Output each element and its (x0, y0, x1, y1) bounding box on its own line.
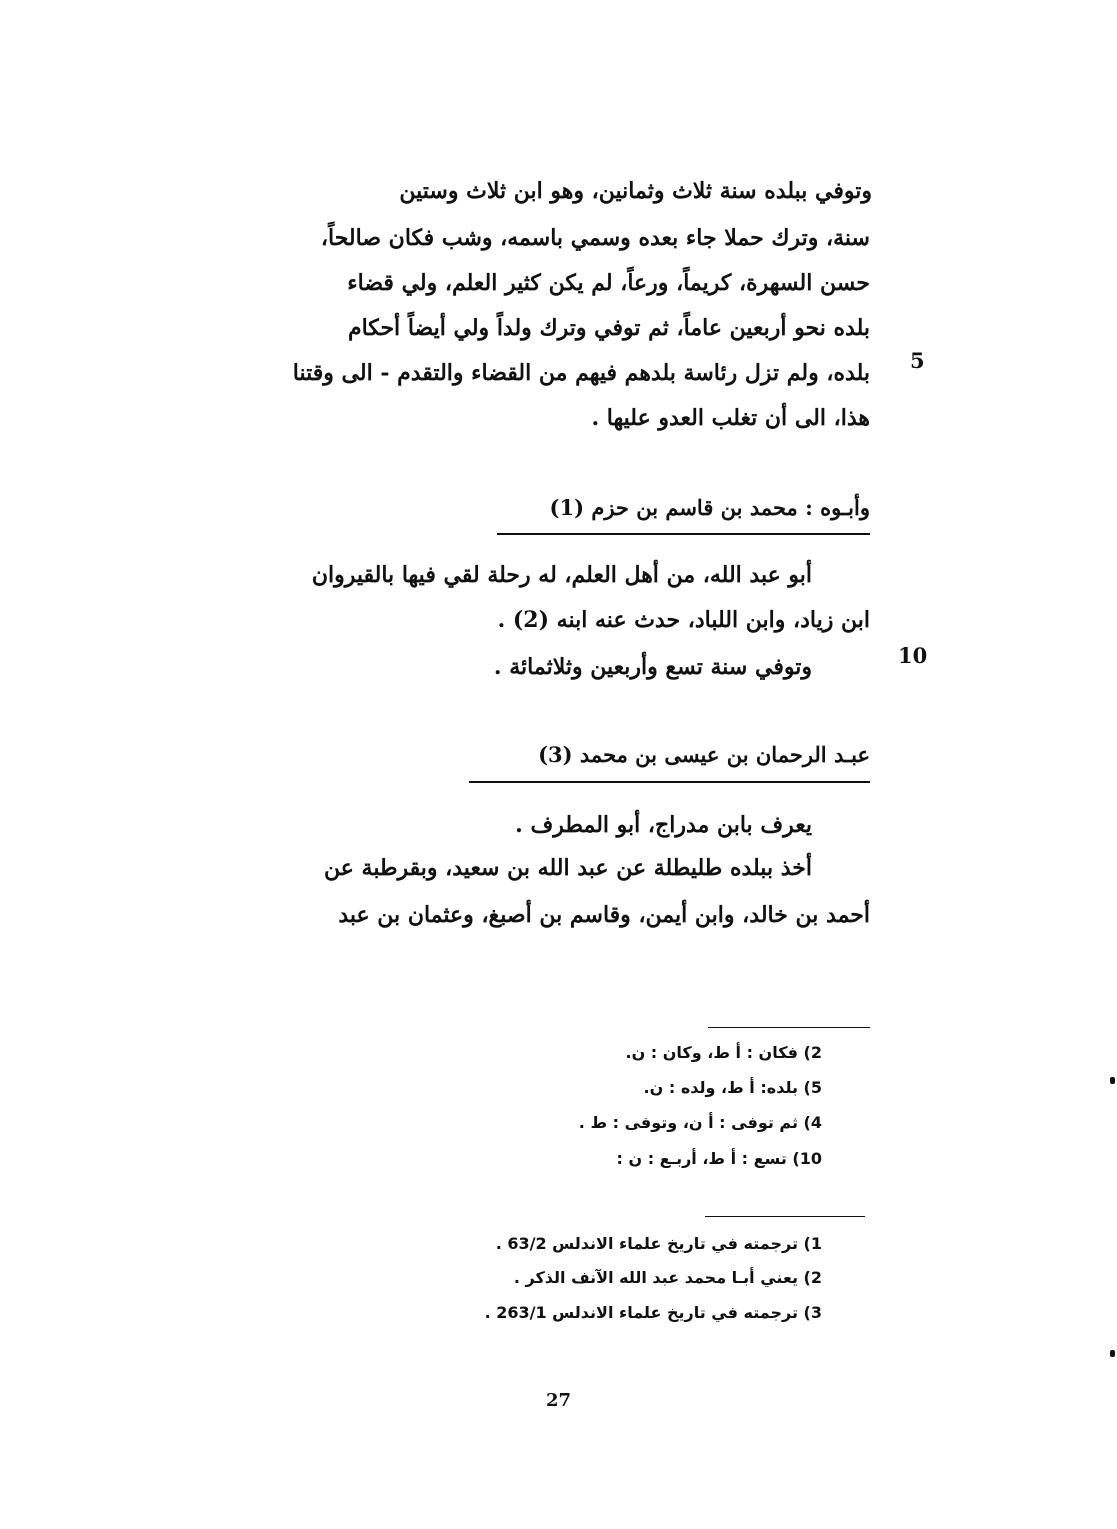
entry2-line-3: أحمد بن خالد، وابن أيمن، وقاسم بن أصبغ، وعثمان بن عبد (338, 902, 870, 928)
line-number-5: 5 (910, 348, 925, 373)
entry1-heading: وأبـوه : محمد بن قاسم بن حزم (1) (549, 495, 870, 520)
body-line-6: هذا، الى أن تغلب العدو عليها . (591, 405, 870, 431)
entry1-line-3: وتوفي سنة تسع وأربعين وثلاثمائة . (493, 654, 812, 680)
footnote: 1) ترجمته في تاريخ علماء الاندلس 63/2 . (495, 1234, 822, 1253)
footnote: 3) ترجمته في تاريخ علماء الاندلس 263/1 . (484, 1303, 822, 1322)
variant-note: 4) ثم توفى : أ ن، وتوفى : ط . (578, 1113, 822, 1132)
scan-speck (1110, 1077, 1115, 1084)
entry1-line-1: أبو عبد الله، من أهل العلم، له رحلة لقي فيها بالقيروان (311, 562, 812, 588)
variant-note: 2) فكان : أ ط، وكان : ن. (625, 1043, 822, 1062)
entry2-line-2: أخذ ببلده طليطلة عن عبد الله بن سعيد، وبقرطبة عن (324, 855, 812, 881)
body-line-5: بلده، ولم تزل رئاسة بلدهم فيهم من القضاء والتقدم - الى وقتنا (292, 360, 870, 386)
footnotes-rule (705, 1216, 865, 1217)
body-line-1: وتوفي ببلده سنة ثلاث وثمانين، وهو ابن ثلاث وستين (399, 178, 872, 204)
page-number: 27 (545, 1390, 572, 1411)
line-number-10: 10 (898, 643, 928, 668)
body-line-4: بلده نحو أربعين عاماً، ثم توفي وترك ولداً ولي أيضاً أحكام (347, 315, 870, 341)
entry2-line-1: يعرف بابن مدراج، أبو المطرف . (515, 812, 812, 838)
entry1-line-2: ابن زياد، وابن اللباد، حدث عنه ابنه (2) . (497, 607, 870, 633)
footnote: 2) يعني أبـا محمد عبد الله الآنف الذكر . (513, 1268, 822, 1287)
variant-note: 10) تسع : أ ط، أربـع : ن : (616, 1149, 822, 1168)
variant-notes-rule (708, 1027, 870, 1028)
variant-note: 5) بلده: أ ط، ولده : ن. (643, 1078, 822, 1097)
entry1-heading-rule (497, 533, 870, 535)
entry2-heading: عبـد الرحمان بن عيسى بن محمد (3) (538, 742, 870, 767)
scan-speck (1110, 1350, 1115, 1357)
body-line-3: حسن السهرة، كريماً، ورعاً، لم يكن كثير العلم، ولي قضاء (347, 270, 870, 296)
entry2-heading-rule (469, 781, 870, 783)
body-line-2: سنة، وترك حملا جاء بعده وسمي باسمه، وشب فكان صالحاً، (320, 225, 870, 251)
